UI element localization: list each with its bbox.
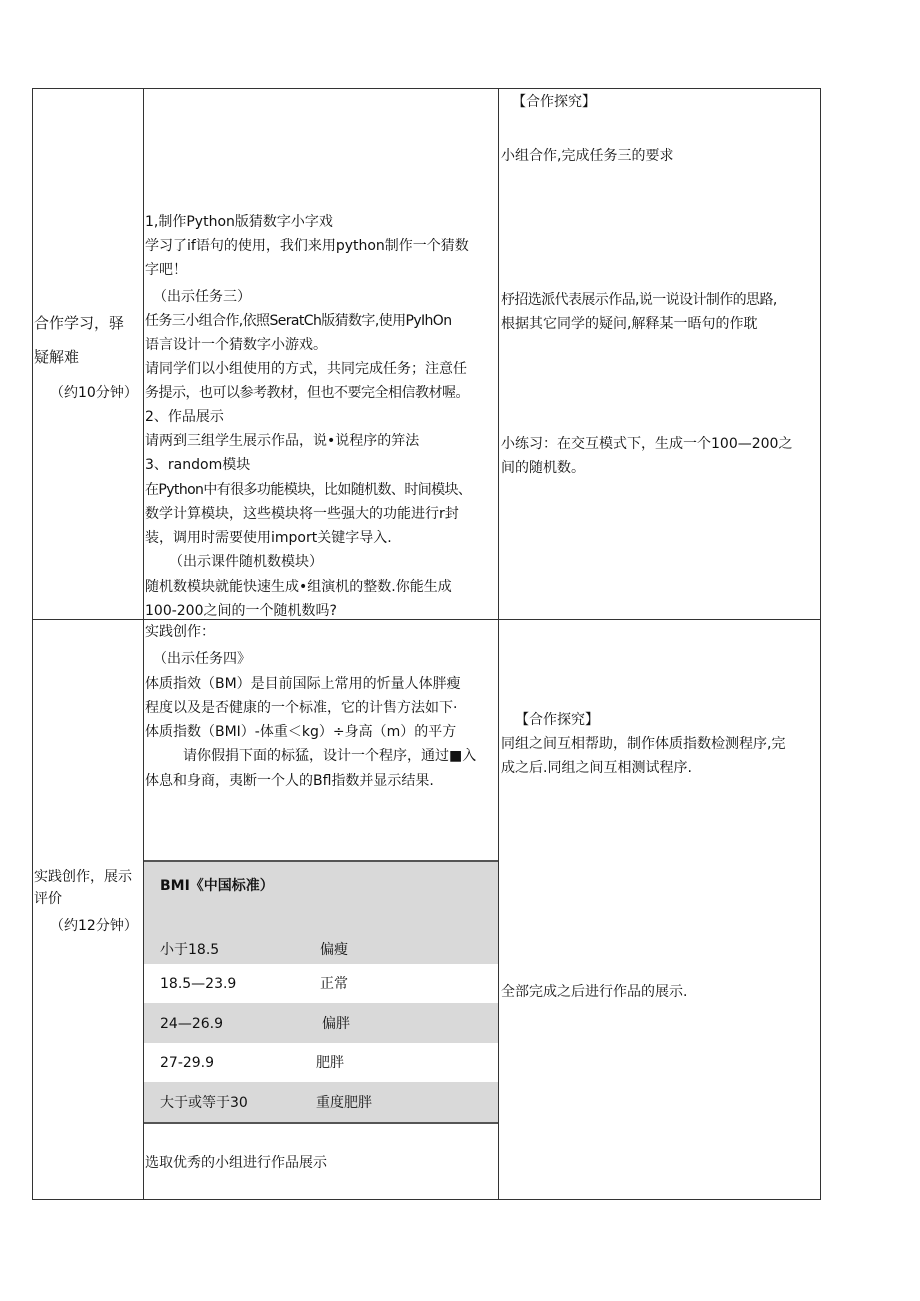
text-line: 请两到三组学生展示作品，说•说程序的笄法	[145, 433, 420, 449]
student-text: 小组合作,完成任务三的要求	[501, 148, 674, 164]
bmi-row-range: 18.5—23.9	[160, 976, 237, 992]
text-line: （出示任务三）	[153, 289, 251, 305]
text-line: 体质指数（BMI）-体重＜kg）÷身高（m）的平方	[145, 724, 457, 740]
text-line: 语言设计一个猜数字小游戏。	[145, 337, 327, 353]
stage-name-line1: 合作学习，驿	[34, 314, 125, 332]
text-line: 在Python中有很多功能模块，比如随机数、时间模块、	[145, 482, 472, 498]
text-line: 数学计算模块，这些模块将一些强大的功能进行r封	[145, 506, 459, 522]
student-text: 根据其它同学的疑问,解释某一晤句的作耽	[501, 316, 758, 332]
stage-time: （约10分钟）	[50, 385, 138, 401]
text-line: 体息和身商，夷断一个人的Bfl指数并显示结果.	[145, 773, 434, 789]
stage-name-line2: 疑解难	[34, 348, 80, 366]
table-border-right	[820, 88, 821, 1200]
text-line: 1,制作Python版猜数字小字戏	[145, 214, 333, 230]
student-text: 间的随机数。	[501, 460, 585, 476]
student-text: 全部完成之后进行作品的展示.	[501, 984, 688, 1000]
section-heading: 【合作探究】	[515, 712, 599, 728]
text-line: 3、random模块	[145, 457, 251, 473]
text-line: 字吧！	[145, 262, 187, 278]
table-border-bottom	[32, 1199, 821, 1200]
text-line: 随机数模块就能快速生成•组演机的整数.你能生成	[145, 579, 452, 595]
text-line: （出示任务四》	[153, 651, 251, 667]
text-line: 请同学们以小组使用的方式，共同完成任务；注意任	[145, 361, 467, 377]
text-line: 任务三小组合作,依照SeratCh版猜数字,使用PyIhOn	[145, 313, 452, 329]
stage-time: （约12分钟）	[50, 918, 138, 934]
text-line: 程度以及是否健康的一个标准，它的计售方法如下·	[145, 700, 458, 716]
student-text: 小练习：在交互模式下，生成一个100—200之	[501, 436, 793, 452]
table-border-left	[32, 88, 33, 1200]
bmi-row-range: 24—26.9	[160, 1016, 223, 1032]
text-line: 100-200之间的一个随机数吗?	[145, 603, 337, 619]
text-line: 体质指效（BM）是目前国际上常用的忻量人体胖瘦	[145, 676, 461, 692]
student-text: 成之后.同组之间互相测试程序.	[501, 760, 692, 776]
bmi-table-bottom-border	[144, 1122, 498, 1124]
teacher-footer: 选取优秀的小组进行作品展示	[145, 1155, 327, 1171]
text-line: 装，调用时需要使用import关键字导入.	[145, 530, 392, 546]
table-border-top	[32, 88, 821, 89]
text-line: 学习了if语句的使用，我们来用python制作一个猜数	[145, 238, 469, 254]
bmi-row-category: 偏胖	[322, 1016, 350, 1032]
bmi-row-category: 正常	[320, 976, 348, 992]
bmi-row-category: 肥胖	[316, 1055, 344, 1071]
bmi-row-category: 偏瘦	[320, 942, 348, 958]
column-divider-2	[498, 88, 499, 1200]
stage-name-line1: 实践创作，展示	[34, 869, 132, 885]
bmi-row-range: 大于或等于30	[160, 1095, 248, 1111]
stage-name-line2: 评价	[34, 891, 62, 907]
section-heading: 【合作探究】	[512, 94, 596, 110]
text-line: （出示课件随机数模块）	[169, 554, 323, 570]
text-line: 实践创作：	[145, 624, 215, 640]
student-text: 杼招选派代表展示作品,说一说设计制作的思路,	[501, 292, 777, 308]
bmi-row-range: 小于18.5	[160, 942, 220, 958]
bmi-table-title: BMI《中国标准）	[160, 878, 274, 894]
text-line: 请你假捐下面的标猛，设计一个程序，通过■入	[183, 748, 477, 764]
student-text: 同组之间互相帮助，制作体质指数检测程序,完	[501, 736, 786, 752]
text-line: 务提示，也可以参考教材，但也不要完全相信教材喔。	[145, 385, 469, 401]
text-line: 2、作品展示	[145, 409, 224, 425]
bmi-row-range: 27-29.9	[160, 1055, 215, 1071]
bmi-row-category: 重度肥胖	[316, 1095, 372, 1111]
